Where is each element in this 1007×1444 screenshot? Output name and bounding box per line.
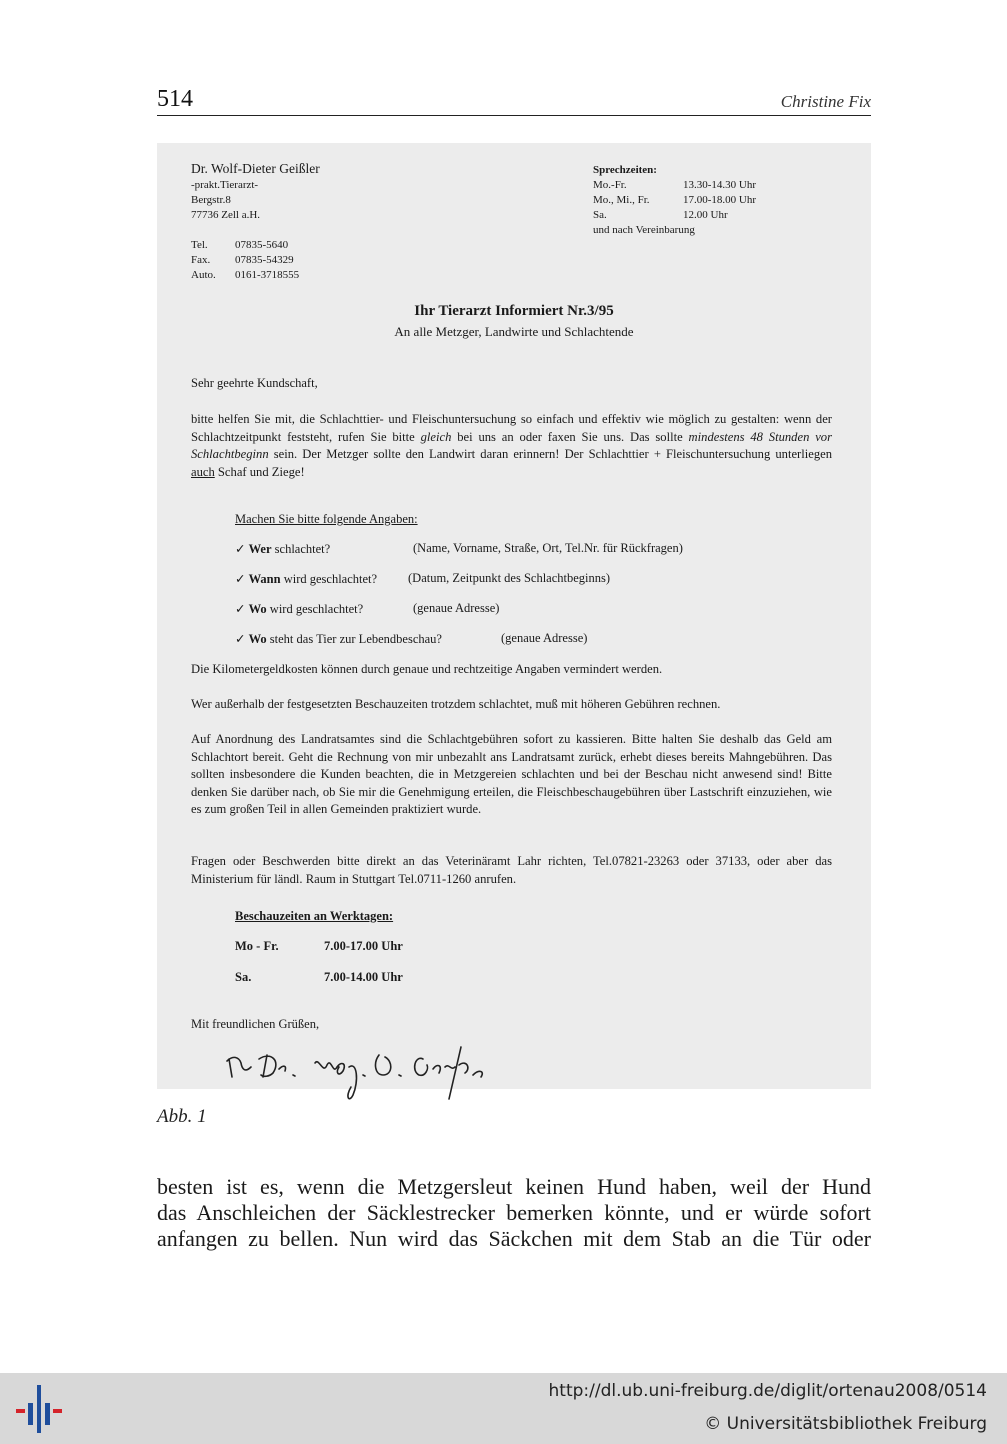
checklist-detail: (Name, Vorname, Straße, Ort, Tel.Nr. für Rückfragen) bbox=[413, 541, 683, 555]
inspection-days: Sa. bbox=[235, 970, 252, 984]
sender-name: Dr. Wolf-Dieter Geißler bbox=[191, 161, 320, 176]
intro-emphasis-1: gleich bbox=[420, 429, 452, 444]
letter-figure bbox=[157, 143, 871, 1089]
intro-text-2: bei uns an oder faxen Sie uns. Das sollte bbox=[451, 429, 689, 444]
checklist-text: wird geschlachtet? bbox=[266, 602, 364, 616]
hours-days-1: Mo.-Fr. bbox=[593, 179, 627, 191]
hours-note: und nach Vereinbarung bbox=[593, 224, 695, 236]
signature-image bbox=[223, 1041, 493, 1103]
letter-title: Ihr Tierarzt Informiert Nr.3/95 bbox=[414, 303, 614, 319]
hours-heading: Sprechzeiten: bbox=[593, 164, 657, 176]
body-text-line: anfangen zu bellen. Nun wird das Säckchen mit dem Stab an die Tür oder bbox=[157, 1226, 871, 1251]
salutation: Sehr geehrte Kundschaft, bbox=[191, 376, 318, 390]
checklist-detail: (Datum, Zeitpunkt des Schlachtbeginns) bbox=[408, 571, 611, 585]
inspection-time: 7.00-17.00 Uhr bbox=[324, 939, 403, 953]
checkmark-icon: ✓ bbox=[235, 542, 246, 556]
page-number: 514 bbox=[157, 86, 193, 112]
paragraph-payment: Auf Anordnung des Landratsamtes sind die Schlachtgebühren sofort zu kassieren. Bitte halten Sie deshalb das Geld am Schlachtort bereit. Geht die Rechnung von mir unbezahlt ans Landratsamt zurück, erhebt dieses bereits Mahngebühren. Das sollten insbesondere die Kunden beachten, die in Metzgereien schlachten und bei der Beschau nicht anwesend sind! Bitte denken Sie darüber nach, ob Sie mir die Genehmigung erteilen, die Fleischbeschaugebühren über Lastschrift einzuziehen, wie es zum großen Teil in allen Gemeinden praktiziert wurde. bbox=[191, 732, 832, 817]
checkmark-icon: ✓ bbox=[235, 572, 246, 586]
contact-value-fax: 07835-54329 bbox=[235, 254, 294, 266]
contact-value-auto: 0161-3718555 bbox=[235, 269, 300, 281]
contact-label-fax: Fax. bbox=[191, 254, 211, 266]
checklist-keyword: Wer bbox=[248, 542, 272, 556]
hours-time-3: 12.00 Uhr bbox=[683, 209, 728, 221]
contact-label-tel: Tel. bbox=[191, 239, 208, 251]
body-text-line: besten ist es, wenn die Metzgersleut keinen Hund haben, weil der Hund bbox=[157, 1174, 871, 1199]
intro-underlined: auch bbox=[191, 464, 215, 479]
library-logo-icon bbox=[14, 1385, 64, 1433]
checklist-item bbox=[235, 571, 377, 587]
hours-days-2: Mo., Mi., Fr. bbox=[593, 194, 650, 206]
hours-days-3: Sa. bbox=[593, 209, 607, 221]
checklist-keyword: Wo bbox=[248, 632, 267, 646]
footer-url-link[interactable]: http://dl.ub.uni-freiburg.de/diglit/ortenau2008/0514 bbox=[548, 1381, 987, 1401]
figure-caption: Abb. 1 bbox=[157, 1106, 207, 1127]
checklist-item bbox=[235, 631, 442, 647]
footer-copyright: © Universitätsbibliothek Freiburg bbox=[704, 1414, 987, 1434]
running-head-author: Christine Fix bbox=[780, 92, 871, 111]
inspection-days: Mo - Fr. bbox=[235, 939, 279, 953]
body-text-line: das Anschleichen der Säcklestrecker bemerken könnte, und er würde sofort bbox=[157, 1200, 871, 1225]
intro-text-4: Schaf und Ziege! bbox=[214, 464, 305, 479]
checklist-keyword: Wo bbox=[248, 602, 267, 616]
inspection-time: 7.00-14.00 Uhr bbox=[324, 970, 403, 984]
checklist-item bbox=[235, 541, 330, 557]
intro-emphasis-2: mindestens 48 Stunden vor Schlachtbeginn bbox=[191, 429, 832, 462]
intro-text-1: bitte helfen Sie mit, die Schlachttier- und Fleischuntersuchung so einfach und effektiv wie möglich zu gestalten: wenn der Schlachtzeitpunkt feststeht, rufen Sie bitte bbox=[191, 412, 832, 444]
checklist-text: steht das Tier zur Lebendbeschau? bbox=[266, 632, 442, 646]
contact-label-auto: Auto. bbox=[191, 269, 216, 281]
paragraph-mileage: Die Kilometergeldkosten können durch genaue und rechtzeitige Angaben vermindert werden. bbox=[191, 662, 663, 676]
paragraph-contact: Fragen oder Beschwerden bitte direkt an das Veterinäramt Lahr richten, Tel.07821-23263 oder 37133, oder aber das Ministerium für ländl. Raum in Stuttgart Tel.0711-1260 anrufen. bbox=[191, 854, 832, 886]
inspection-heading: Beschauzeiten an Werktagen: bbox=[235, 909, 394, 923]
hours-time-1: 13.30-14.30 Uhr bbox=[683, 179, 757, 191]
footer-bar bbox=[0, 1373, 1007, 1444]
checklist-detail: (genaue Adresse) bbox=[501, 631, 588, 645]
checklist-keyword: Wann bbox=[248, 572, 281, 586]
sender-street: Bergstr.8 bbox=[191, 194, 231, 206]
checklist-text: schlachtet? bbox=[271, 542, 331, 556]
intro-paragraph bbox=[191, 411, 832, 481]
paragraph-fees: Wer außerhalb der festgesetzten Beschauzeiten trotzdem schlachtet, muß mit höheren Gebühren rechnen. bbox=[191, 697, 721, 711]
checklist-detail: (genaue Adresse) bbox=[413, 601, 500, 615]
checklist-heading: Machen Sie bitte folgende Angaben: bbox=[235, 512, 418, 526]
checklist-item bbox=[235, 601, 363, 617]
header-rule bbox=[157, 115, 871, 116]
letter-subtitle: An alle Metzger, Landwirte und Schlachtende bbox=[394, 324, 634, 339]
sender-city: 77736 Zell a.H. bbox=[191, 209, 261, 221]
sender-title: -prakt.Tierarzt- bbox=[191, 179, 259, 191]
closing: Mit freundlichen Grüßen, bbox=[191, 1017, 320, 1031]
checkmark-icon: ✓ bbox=[235, 632, 246, 646]
checklist-text: wird geschlachtet? bbox=[280, 572, 378, 586]
intro-text-3: sein. Der Metzger sollte den Landwirt daran erinnern! Der Schlachttier + Fleischuntersuchung unterliegen bbox=[268, 447, 832, 462]
hours-time-2: 17.00-18.00 Uhr bbox=[683, 194, 757, 206]
checkmark-icon: ✓ bbox=[235, 602, 246, 616]
contact-value-tel: 07835-5640 bbox=[235, 239, 289, 251]
